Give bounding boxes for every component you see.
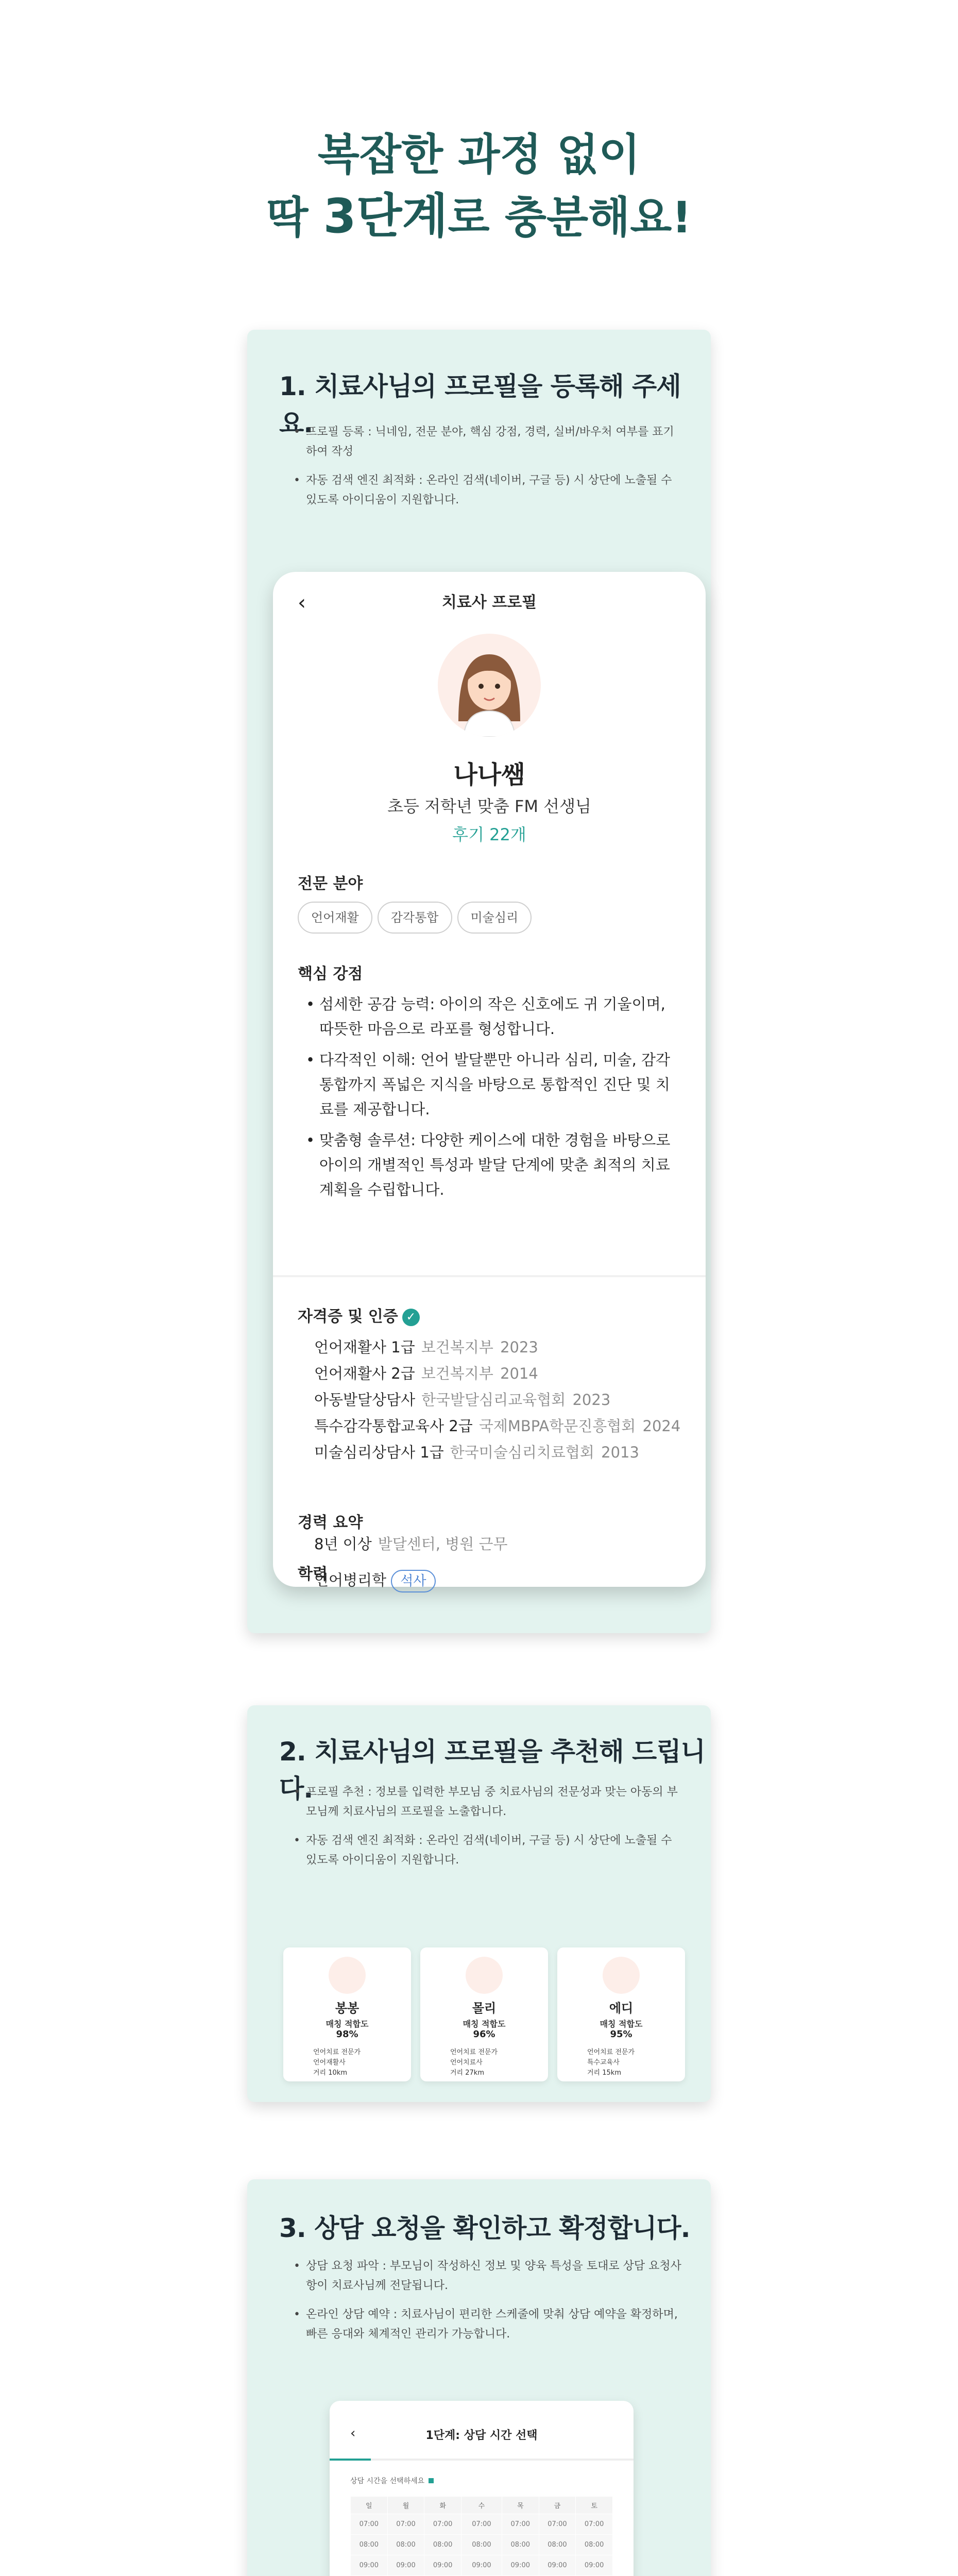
time-grid	[350, 2496, 613, 2576]
therapist-mini-avatar	[466, 1957, 503, 1994]
time-slot[interactable]: 09:00	[539, 2555, 576, 2576]
degree-value: 언어병리학	[314, 1571, 387, 1589]
time-slot[interactable]: 09:00	[502, 2555, 539, 2576]
match-score: 98%	[336, 2029, 358, 2040]
cert-row	[314, 1387, 680, 1413]
time-slot[interactable]: 08:00	[424, 2535, 461, 2555]
step3-bullet: • 온라인 상담 예약 : 치료사님이 편리한 스케줄에 맞춰 상담 예약을 확정하며, 빠른 응대와 체계적인 관리가 가능합니다.	[294, 2305, 685, 2344]
therapist-mini-card[interactable]	[420, 1947, 548, 2081]
cert-org: 보건복지부	[421, 1338, 493, 1356]
day-header: 일	[351, 2497, 388, 2514]
strength-item: • 섬세한 공감 능력: 아이의 작은 신호에도 귀 기울이며, 따뜻한 마음으로 라포를 형성합니다.	[304, 992, 680, 1041]
cert-org: 한국발달심리교육협회	[421, 1391, 566, 1409]
headline	[0, 124, 958, 248]
schedule-hint-text: 상담 시간을 선택하세요	[350, 2477, 425, 2485]
match-label: 매칭 적합도	[463, 2019, 506, 2029]
cert-org: 국제MBPA학문진흥협회	[478, 1417, 636, 1435]
therapist-subtitle: 초등 저학년 맞춤 FM 선생님	[387, 796, 591, 816]
mini-info: 언어치료사	[450, 2059, 483, 2066]
time-slot[interactable]: 09:00	[461, 2555, 502, 2576]
mini-info: 언어치료 전문가	[587, 2048, 635, 2056]
therapist-mini-name: 몰리	[472, 2001, 497, 2015]
time-slot[interactable]: 09:00	[576, 2555, 613, 2576]
headline-post: 로 충분해요!	[448, 192, 692, 243]
strength-item: • 맞춤형 솔루션: 다양한 케이스에 대한 경험을 바탕으로 아이의 개별적인 특성과 발달 단계에 맞춘 최적의 치료 계획을 수립합니다.	[304, 1128, 680, 1202]
cert-heading-text: 자격증 및 인증	[298, 1308, 398, 1326]
cert-org: 한국미술심리치료협회	[450, 1444, 594, 1461]
cert-year: 2013	[601, 1444, 639, 1461]
cert-list	[314, 1334, 680, 1466]
day-header: 월	[387, 2497, 424, 2514]
time-slot[interactable]: 07:00	[461, 2514, 502, 2535]
time-slot[interactable]: 07:00	[387, 2514, 424, 2535]
cert-row	[314, 1334, 680, 1361]
schedule-title: 1단계: 상담 시간 선택	[425, 2429, 538, 2442]
time-slot[interactable]: 07:00	[539, 2514, 576, 2535]
strengths-heading: 핵심 강점	[298, 965, 363, 983]
degree-heading: 학력	[298, 1565, 328, 1583]
step3-card	[247, 2179, 711, 2576]
time-slot[interactable]: 08:00	[539, 2535, 576, 2555]
match-score: 96%	[473, 2029, 495, 2040]
therapist-mini-avatar	[329, 1957, 366, 1994]
cert-row	[314, 1361, 680, 1387]
therapist-mini-name: 봉봉	[335, 2001, 360, 2015]
cert-name: 아동발달상담사	[314, 1391, 416, 1409]
headline-pre: 딱	[266, 192, 323, 243]
match-label: 매칭 적합도	[600, 2019, 643, 2029]
headline-bold: 3단계	[323, 189, 448, 244]
section-divider	[273, 1275, 706, 1277]
match-label: 매칭 적합도	[326, 2019, 369, 2029]
step2-bullet: • 자동 검색 엔진 최적화 : 온라인 검색(네이버, 구글 등) 시 상단에 노출될 수 있도록 아이디움이 지원합니다.	[294, 1831, 685, 1870]
step1-title: 1. 치료사님의 프로필을 등록해 주세요.	[279, 371, 681, 438]
step2-bullet: • 프로필 추천 : 정보를 입력한 부모님 중 치료사님의 전문성과 맞는 아동의 부모님께 치료사님의 프로필을 노출합니다.	[294, 1783, 685, 1822]
degree-row	[314, 1569, 436, 1592]
therapist-profile-phone	[273, 572, 706, 1587]
time-slot[interactable]: 08:00	[502, 2535, 539, 2555]
profile-header: 치료사 프로필	[441, 594, 537, 612]
review-count-link[interactable]: 후기 22개	[452, 825, 526, 844]
time-slot[interactable]: 09:00	[424, 2555, 461, 2576]
schedule-phone	[330, 2401, 634, 2576]
time-slot[interactable]: 08:00	[351, 2535, 388, 2555]
cert-year: 2023	[572, 1391, 611, 1409]
time-row	[351, 2514, 613, 2535]
mini-info: 언어재활사	[313, 2059, 346, 2066]
day-header: 금	[539, 2497, 576, 2514]
time-row	[351, 2535, 613, 2555]
career-years: 8년 이상	[314, 1535, 372, 1553]
strengths-list	[304, 992, 680, 1208]
career-summary	[314, 1531, 508, 1557]
step1-bullets	[294, 422, 685, 519]
step2-card	[247, 1705, 711, 2102]
cert-name: 미술심리상담사 1급	[314, 1444, 444, 1461]
degree-badge: 석사	[391, 1570, 435, 1592]
time-slot[interactable]: 08:00	[461, 2535, 502, 2555]
therapist-mini-card[interactable]	[557, 1947, 685, 2081]
day-header: 화	[424, 2497, 461, 2514]
back-arrow-icon[interactable]: ‹	[298, 591, 306, 615]
step1-bullet: • 프로필 등록 : 닉네임, 전문 분야, 핵심 강점, 경력, 실버/바우처 여부를 표기하여 작성	[294, 422, 685, 462]
selected-legend-swatch	[429, 2478, 434, 2483]
specialty-chips	[298, 902, 537, 934]
step3-bullet: • 상담 요청 파악 : 부모님이 작성하신 정보 및 양육 특성을 토대로 상담 요청사항이 치료사님께 전달됩니다.	[294, 2257, 685, 2296]
time-slot[interactable]: 09:00	[387, 2555, 424, 2576]
therapist-mini-name: 에디	[609, 2001, 634, 2015]
mini-info: 거리 15km	[587, 2069, 621, 2077]
cert-year: 2023	[500, 1338, 538, 1356]
headline-line1: 복잡한 과정 없이	[317, 129, 641, 180]
therapist-mini-avatar	[603, 1957, 640, 1994]
time-slot[interactable]: 07:00	[351, 2514, 388, 2535]
time-slot[interactable]: 09:00	[351, 2555, 388, 2576]
cert-row	[314, 1413, 680, 1439]
cert-year: 2014	[500, 1365, 538, 1382]
therapist-avatar	[438, 634, 541, 737]
time-row	[351, 2555, 613, 2576]
match-score: 95%	[610, 2029, 632, 2040]
cert-row	[314, 1439, 680, 1466]
headline-line2	[0, 185, 958, 248]
day-header: 토	[576, 2497, 613, 2514]
mini-info: 거리 27km	[450, 2069, 484, 2077]
mini-info: 거리 10km	[313, 2069, 347, 2077]
career-heading: 경력 요약	[298, 1514, 363, 1532]
day-header: 수	[461, 2497, 502, 2514]
specialty-chip: 미술심리	[457, 902, 532, 934]
time-slot[interactable]: 07:00	[502, 2514, 539, 2535]
specialty-chip: 언어재활	[298, 902, 372, 934]
step2-title: 2. 치료사님의 프로필을 추천해 드립니다.	[279, 1737, 705, 1804]
time-slot[interactable]: 07:00	[576, 2514, 613, 2535]
career-place: 발달센터, 병원 근무	[378, 1535, 508, 1553]
mini-info: 특수교육사	[587, 2059, 620, 2066]
cert-heading	[298, 1303, 420, 1326]
time-slot[interactable]: 08:00	[387, 2535, 424, 2555]
strength-item: • 다각적인 이해: 언어 발달뿐만 아니라 심리, 미술, 감각 통합까지 폭넓은 지식을 바탕으로 통합적인 진단 및 치료를 제공합니다.	[304, 1047, 680, 1122]
verified-check-icon: ✓	[402, 1309, 420, 1326]
step2-bullets	[294, 1783, 685, 1879]
therapist-mini-card[interactable]	[283, 1947, 411, 2081]
cert-name: 언어재활사 1급	[314, 1338, 415, 1356]
recommend-cards	[283, 1947, 685, 2081]
schedule-hint	[350, 2476, 434, 2486]
time-slot[interactable]: 07:00	[424, 2514, 461, 2535]
specialty-chip: 감각통합	[378, 902, 452, 934]
mini-info: 언어치료 전문가	[450, 2048, 498, 2056]
day-header: 목	[502, 2497, 539, 2514]
back-arrow-icon[interactable]: ‹	[350, 2426, 356, 2441]
therapist-name: 나나쌤	[453, 760, 525, 789]
cert-year: 2024	[642, 1417, 681, 1435]
specialty-heading: 전문 분야	[298, 875, 363, 893]
time-slot[interactable]: 08:00	[576, 2535, 613, 2555]
step3-title: 3. 상담 요청을 확인하고 확정합니다.	[279, 2213, 690, 2243]
step3-bullets	[294, 2257, 685, 2353]
step1-bullet: • 자동 검색 엔진 최적화 : 온라인 검색(네이버, 구글 등) 시 상단에 노출될 수 있도록 아이디움이 지원합니다.	[294, 471, 685, 510]
mini-info: 언어치료 전문가	[313, 2048, 361, 2056]
cert-name: 특수감각통합교육사 2급	[314, 1417, 473, 1435]
cert-org: 보건복지부	[421, 1365, 493, 1382]
step-progress	[330, 2459, 634, 2461]
cert-name: 언어재활사 2급	[314, 1365, 415, 1382]
